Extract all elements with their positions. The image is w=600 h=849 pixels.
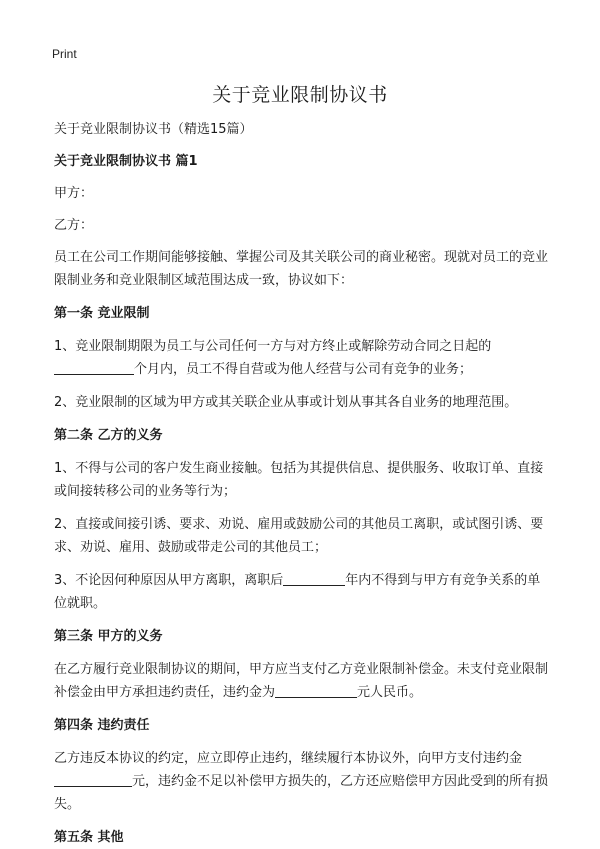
article4-text — [54, 747, 550, 816]
article2-heading: 第二条 乙方的义务 — [54, 428, 163, 443]
document-title: 关于竞业限制协议书 — [212, 84, 388, 106]
blank-line — [54, 772, 132, 787]
party-a-label: 甲方： — [54, 186, 94, 201]
section-title: 关于竞业限制协议书 篇1 — [54, 154, 198, 169]
article1-item1-text-b: 个月内，员工不得自营或为他人经营与公司有竞争的业务； — [134, 362, 473, 377]
article1-heading: 第一条 竞业限制 — [54, 306, 150, 321]
article2-item3 — [54, 569, 550, 615]
article3-text-b: 元人民币。 — [357, 685, 423, 700]
intro-paragraph: 员工在公司工作期间能够接触、掌握公司及其关联公司的商业秘密。现就对员工的竞业限制业务和竞业限制区域范围达成一致，协议如下： — [54, 250, 549, 288]
blank-line — [54, 360, 134, 375]
article3-heading: 第三条 甲方的义务 — [54, 629, 163, 644]
article2-item2: 2、直接或间接引诱、要求、劝说、雇用或鼓励公司的其他员工离职，或试图引诱、要求、劝说、雇用、鼓励或带走公司的其他员工； — [54, 517, 544, 555]
article3-text-a: 在乙方履行竞业限制协议的期间，甲方应当支付乙方竞业限制补偿金。未支付竞业限制补偿金由甲方承担违约责任，违约金为 — [54, 662, 549, 700]
article1-item1-text-a: 1、竞业限制期限为员工与公司任何一方与对方终止或解除劳动合同之日起的 — [54, 339, 492, 354]
article4-text-a: 乙方违反本协议的约定，应立即停止违约，继续履行本协议外，向甲方支付违约金 — [54, 751, 523, 766]
blank-line — [275, 683, 357, 698]
article2-item3-text-b: 年内不得到与甲方有竞争关系的单位就职。 — [54, 573, 541, 611]
document-subtitle: 关于竞业限制协议书（精选15篇） — [54, 122, 253, 137]
article2-item3-text-a: 3、不论因何种原因从甲方离职，离职后 — [54, 573, 284, 588]
print-link[interactable]: Print — [52, 47, 77, 61]
article4-text-b: 元，违约金不足以补偿甲方损失的，乙方还应赔偿甲方因此受到的所有损失。 — [54, 774, 549, 812]
article2-item1: 1、不得与公司的客户发生商业接触。包括为其提供信息、提供服务、收取订单、直接或间接转移公司的业务等行为； — [54, 461, 544, 499]
blank-line — [283, 571, 345, 586]
article1-item2: 2、竞业限制的区域为甲方或其关联企业从事或计划从事其各自业务的地理范围。 — [54, 395, 518, 410]
article3-text — [54, 658, 550, 704]
article5-heading: 第五条 其他 — [54, 830, 124, 845]
party-b-label: 乙方： — [54, 218, 94, 233]
article1-item1 — [54, 335, 550, 381]
article4-heading: 第四条 违约责任 — [54, 718, 150, 733]
document-body — [54, 118, 550, 849]
